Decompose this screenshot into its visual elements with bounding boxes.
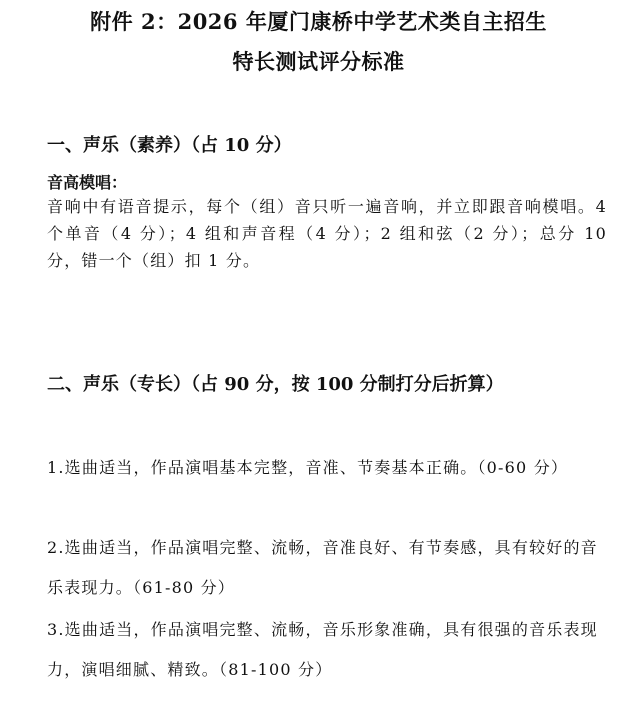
section1-paragraph: 音响中有语音提示，每个（组）音只听一遍音响，并立即跟音响模唱。4 个单音（4 分）；4 组和声音程（4 分）；2 组和弦（2 分）；总分 10 分，错一个（组）扣 1 分。 <box>47 197 607 270</box>
criteria-item-1: 1.选曲适当，作品演唱基本完整，音准、节奏基本正确。（0-60 分） <box>47 458 569 477</box>
document-title-line2: 特长测试评分标准 <box>232 49 405 74</box>
criteria-item-2: 2.选曲适当，作品演唱完整、流畅，音准良好、有节奏感，具有较好的音乐表现力。（61-80 分） <box>47 538 598 597</box>
section1-heading: 一、声乐（素养）（占 10 分） <box>47 135 292 156</box>
section1-subheading: 音高模唱： <box>47 173 128 192</box>
criteria-item-3: 3.选曲适当，作品演唱完整、流畅，音乐形象准确，具有很强的音乐表现力，演唱细腻、精致。（81-100 分） <box>47 620 598 679</box>
section2-heading: 二、声乐（专长）（占 90 分，按 100 分制打分后折算） <box>47 374 504 395</box>
document-title-line1: 附件 2：2026 年厦门康桥中学艺术类自主招生 <box>90 9 547 34</box>
